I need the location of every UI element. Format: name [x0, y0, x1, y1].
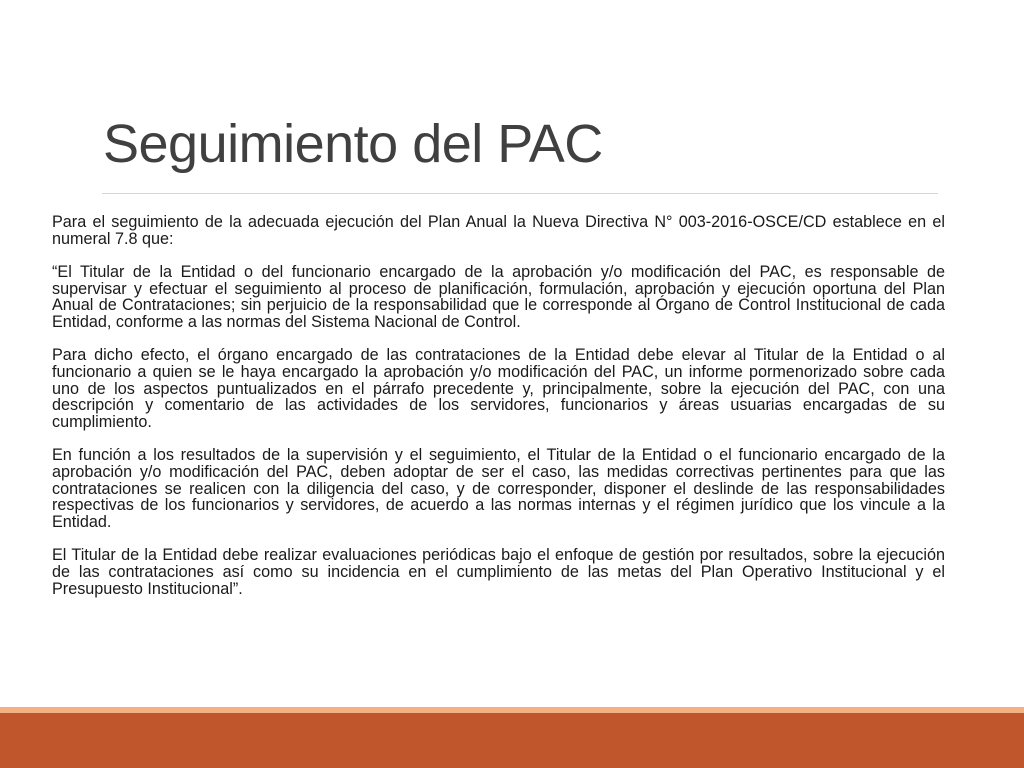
body-paragraph-evaluations: El Titular de la Entidad debe realizar evaluaciones periódicas bajo el enfoque de gestión por resultados, sobre la ejecución de las contrataciones así como su incidencia en el cumplimiento de las metas del Plan Operativo Institucional y el Presupuesto Institucional”. [52, 546, 945, 598]
slide-body [52, 214, 945, 597]
body-paragraph-report: Para dicho efecto, el órgano encargado de las contrataciones de la Entidad debe elevar al Titular de la Entidad o al funcionario a quien se le haya encargado la aprobación y/o modificación del PAC, un informe pormenorizado sobre cada uno de los aspectos puntualizados en el párrafo precedente y, principalmente, sobre la ejecución del PAC, con una descripción y comentario de las actividades de los servidores, funcionarios y áreas usuarias encargadas de su cumplimiento. [52, 346, 945, 432]
body-paragraph-corrective-measures: En función a los resultados de la supervisión y el seguimiento, el Titular de la Entidad o el funcionario encargado de la aprobación y/o modificación del PAC, deben adoptar de ser el caso, las medidas correctivas pertinentes para que las contrataciones se realicen con la diligencia del caso, y de corresponder, disponer el deslinde de las responsabilidades respectivas de los funcionarios y servidores, de acuerdo a las normas internas y el régimen jurídico que los vincule a la Entidad. [52, 446, 945, 532]
footer-bar [0, 713, 1024, 768]
body-paragraph-quote-start: “El Titular de la Entidad o del funcionario encargado de la aprobación y/o modificación del PAC, es responsable de supervisar y efectuar el seguimiento al proceso de planificación, formulación, aprobación y ejecución oportuna del Plan Anual de Contrataciones; sin perjuicio de la responsabilidad que le corresponde al Órgano de Control Institucional de cada Entidad, conforme a las normas del Sistema Nacional de Control. [52, 262, 945, 332]
body-paragraph-intro: Para el seguimiento de la adecuada ejecución del Plan Anual la Nueva Directiva N° 003-2016-OSCE/CD establece en el numeral 7.8 que: [52, 213, 945, 248]
title-divider [102, 193, 938, 194]
slide-title: Seguimiento del PAC [103, 114, 603, 174]
